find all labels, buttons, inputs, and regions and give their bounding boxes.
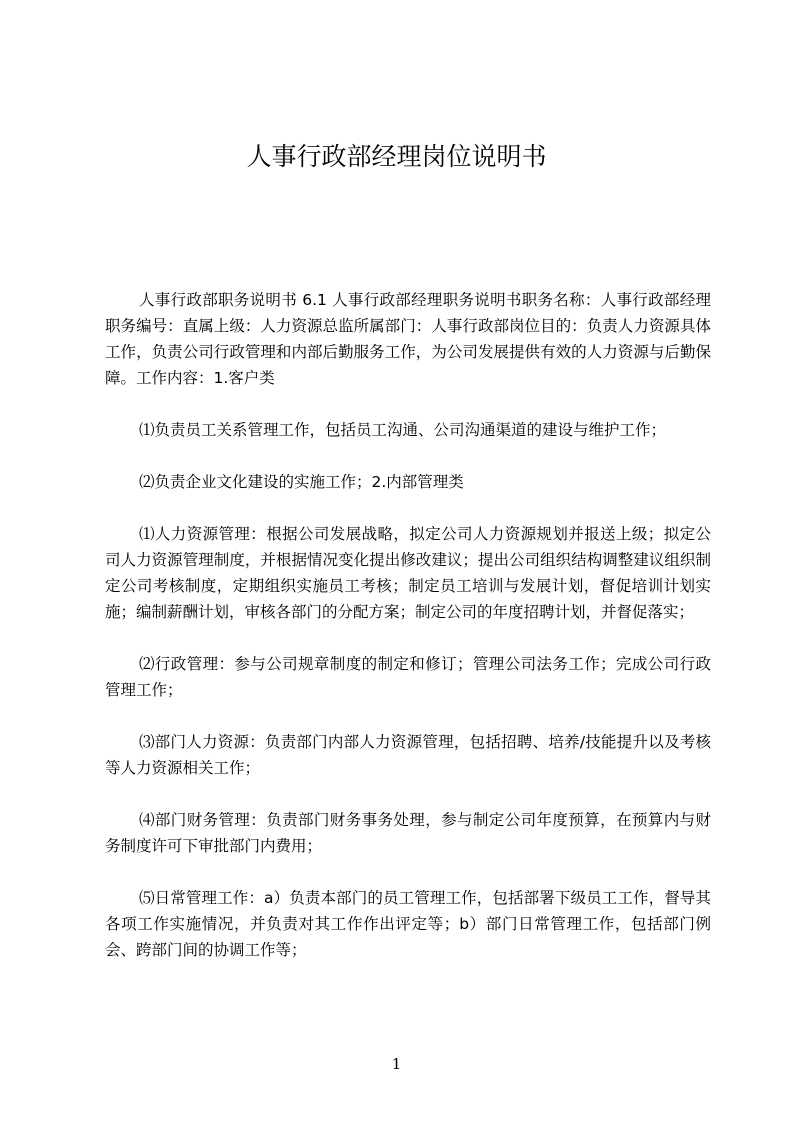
- department-finance-paragraph: ⑷部门财务管理：负责部门财务事务处理，参与制定公司年度预算，在预算内与财务制度许可下审批部门内费用；: [105, 811, 711, 855]
- department-hr-paragraph: ⑶部门人力资源：负责部门内部人力资源管理，包括招聘、培养/技能提升以及考核等人力资源相关工作；: [105, 733, 711, 777]
- corporate-culture-paragraph: ⑵负责企业文化建设的实施工作；2.内部管理类: [139, 473, 464, 491]
- document-title: 人事行政部经理岗位说明书: [246, 142, 547, 171]
- administrative-management-paragraph: ⑵行政管理：参与公司规章制度的制定和修订；管理公司法务工作；完成公司行政管理工作；: [105, 655, 711, 699]
- daily-management-paragraph: ⑸日常管理工作：a）负责本部门的员工管理工作，包括部署下级员工工作，督导其各项工作实施情况，并负责对其工作作出评定等；b）部门日常管理工作，包括部门例会、跨部门间的协调工作等；: [105, 889, 711, 959]
- intro-paragraph: 人事行政部职务说明书 6.1 人事行政部经理职务说明书职务名称：人事行政部经理职务编号：直属上级：人力资源总监所属部门：人事行政部岗位目的：负责人力资源具体工作，负责公司行政管理和内部后勤服务工作，为公司发展提供有效的人力资源与后勤保障。工作内容：1.客户类: [105, 291, 711, 387]
- document-body: [105, 287, 711, 963]
- employee-relations-paragraph: ⑴负责员工关系管理工作，包括员工沟通、公司沟通渠道的建设与维护工作；: [139, 421, 667, 439]
- page-number: 1: [391, 1055, 402, 1073]
- hr-management-paragraph: ⑴人力资源管理：根据公司发展战略，拟定公司人力资源规划并报送上级；拟定公司人力资源管理制度，并根据情况变化提出修改建议；提出公司组织结构调整建议组织制定公司考核制度，定期组织实施员工考核；制定员工培训与发展计划，督促培训计划实施；编制薪酬计划，审核各部门的分配方案；制定公司的年度招聘计划，并督促落实；: [105, 525, 711, 621]
